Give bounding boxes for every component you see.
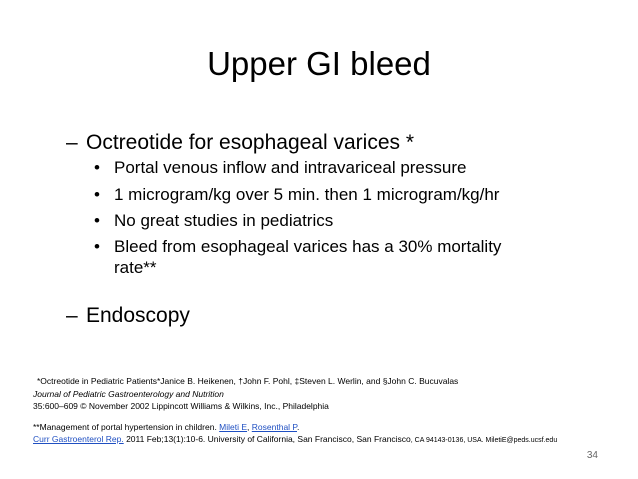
address-text: , CA 94143-0136, USA. MiletiE@peds.ucsf.edu	[410, 437, 558, 444]
reference-2-text: **Management of portal hypertension in children.	[33, 421, 220, 432]
bullet-icon: •	[94, 211, 100, 230]
citation-text: 2011 Feb;13(1):10-6. University of California, San Francisco, San Francisco	[123, 434, 411, 444]
bullet-icon: •	[94, 237, 100, 256]
dash-marker: –	[66, 131, 78, 154]
bullet-item	[94, 157, 564, 178]
period: .	[297, 421, 300, 432]
bullet-text: Portal venous inflow and intravariceal pressure	[114, 158, 467, 177]
bullet-text: No great studies in pediatrics	[114, 211, 334, 230]
bullet-text: Bleed from esophageal varices has a 30% mortality rate**	[114, 237, 502, 277]
bullet-item	[94, 236, 539, 278]
separator: ,	[247, 421, 252, 432]
bullet-icon: •	[94, 158, 100, 177]
sub-item-endoscopy	[66, 303, 190, 329]
sub-item-label: Octreotide for esophageal varices *	[86, 131, 415, 154]
reference-1-citation: 35:600–609 © November 2002 Lippincott Williams & Wilkins, Inc., Philadelphia	[33, 401, 329, 411]
reference-2-citation	[33, 433, 623, 448]
bullet-item	[94, 210, 564, 231]
author-link-mileti[interactable]: Mileti E	[219, 421, 248, 432]
slide-title: Upper GI bleed	[207, 45, 431, 82]
bullet-text: 1 microgram/kg over 5 min. then 1 microgram/kg/hr	[114, 185, 500, 204]
dash-marker: –	[66, 304, 78, 327]
sub-item-label: Endoscopy	[86, 304, 190, 327]
reference-2-title	[33, 421, 623, 434]
reference-1-journal: Journal of Pediatric Gastroenterology and Nutrition	[33, 388, 224, 399]
page-number: 34	[586, 450, 598, 461]
journal-link[interactable]: Curr Gastroenterol Rep.	[33, 434, 124, 444]
reference-1-authors: *Octreotide in Pediatric Patients*Janice B. Heikenen, †John F. Pohl, ‡Steven L. Werlin, and §John C. Bucuvalas	[37, 376, 459, 386]
sub-item-octreotide	[66, 130, 414, 156]
bullet-icon: •	[94, 185, 100, 204]
author-link-rosenthal[interactable]: Rosenthal P	[251, 421, 297, 432]
bullet-item	[94, 184, 564, 205]
references	[33, 375, 623, 448]
